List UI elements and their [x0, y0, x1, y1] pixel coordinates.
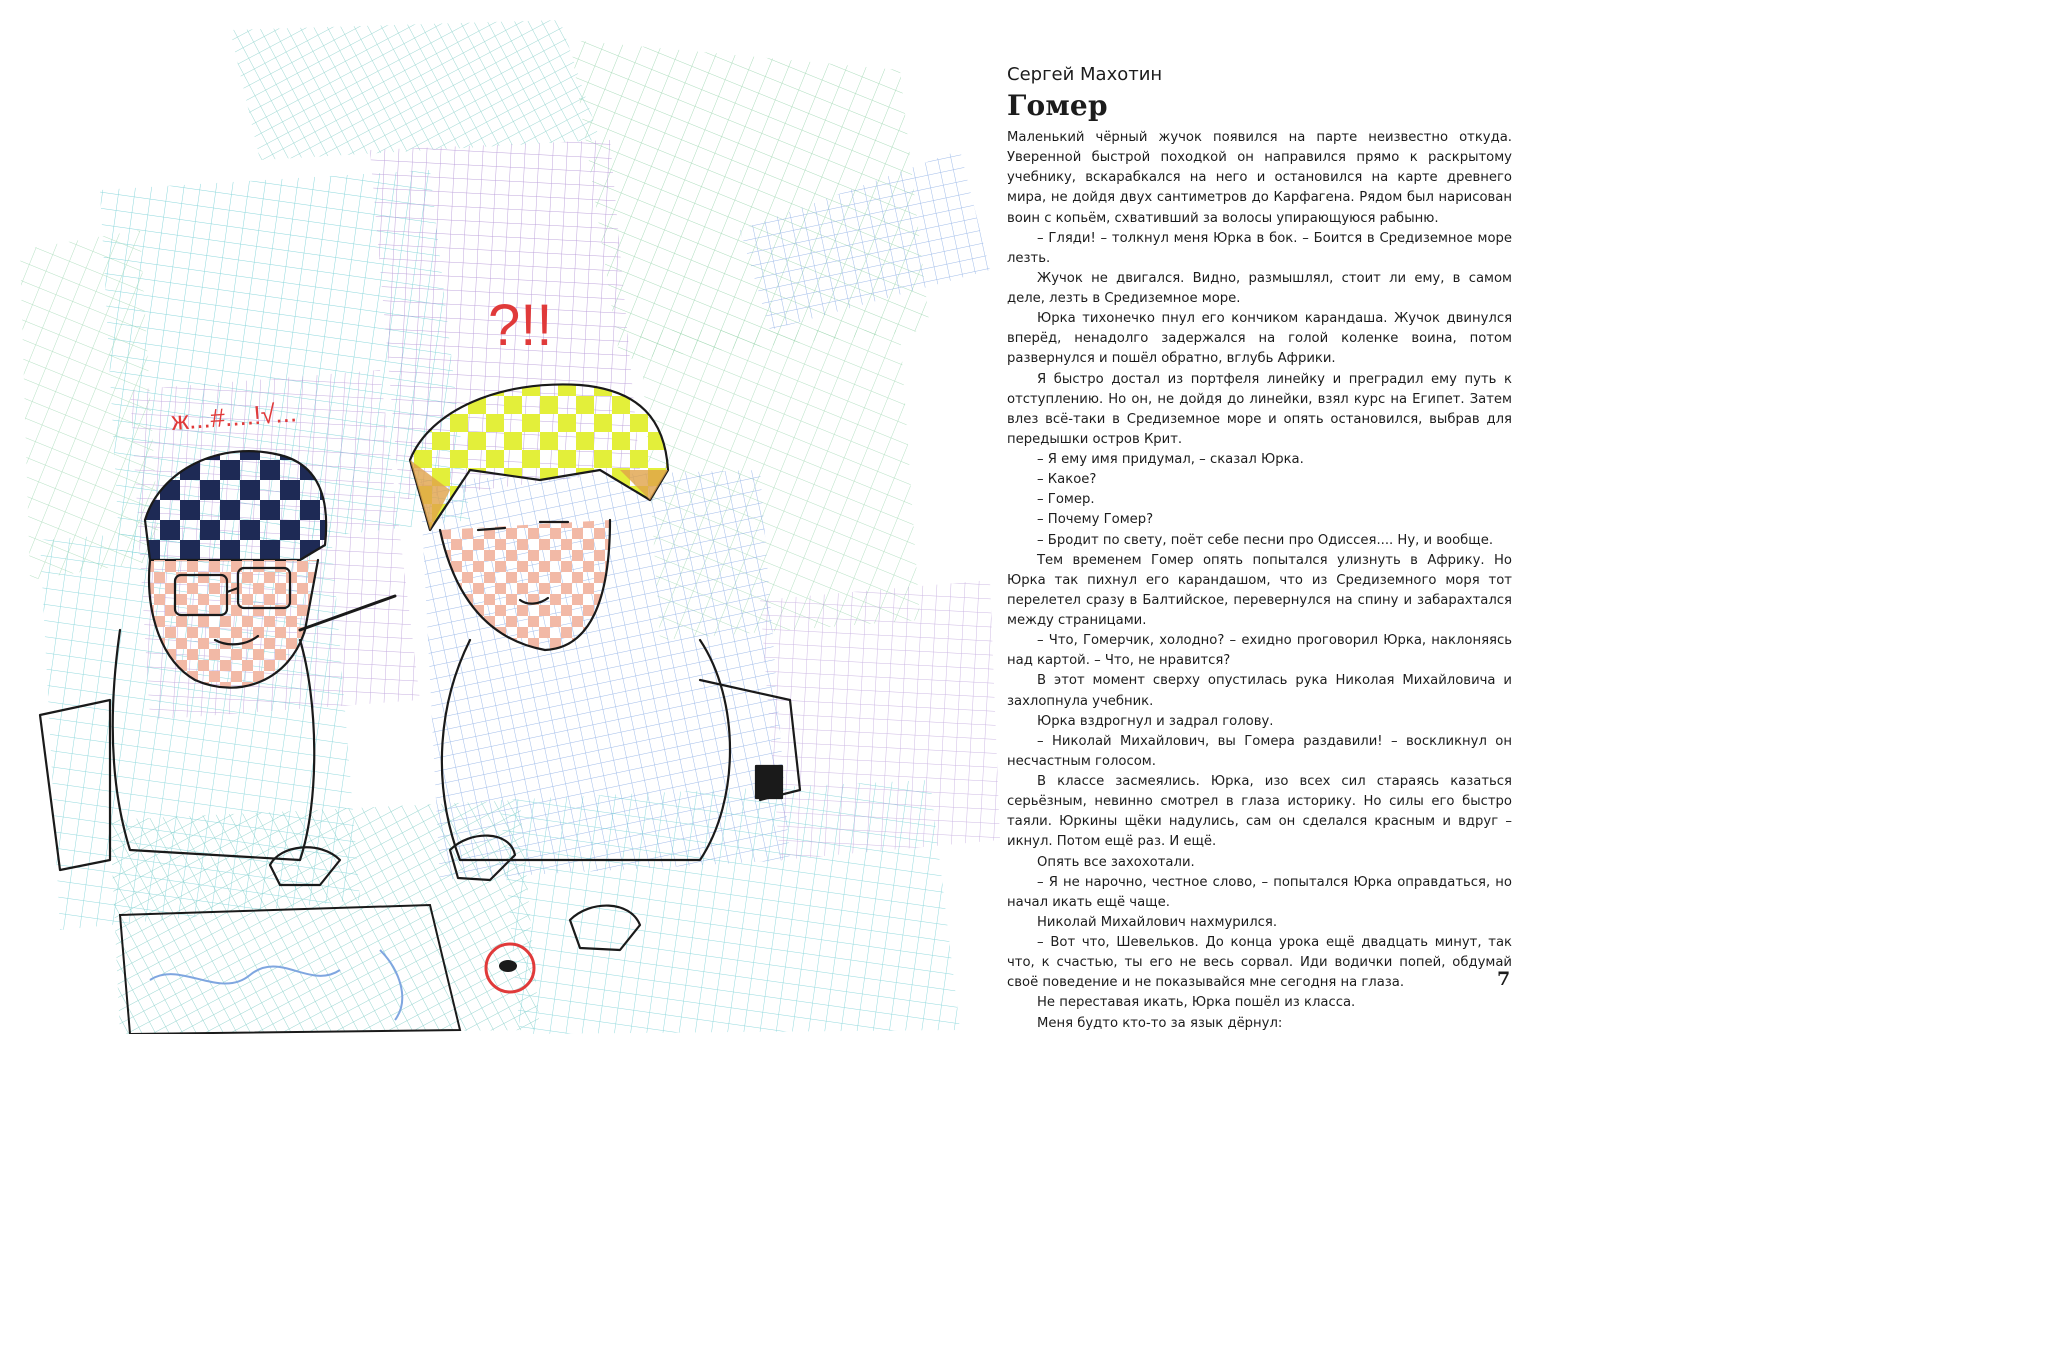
author-name: Сергей Махотин: [1007, 64, 1163, 85]
article-column: [1007, 62, 1512, 1034]
story-paragraph: – Вот что, Шевельков. До конца урока ещё двадцать минут, так что, к счастью, ты его не весь сорвал. Иди водички попей, обдумай своё поведение и не показывайся мне сегодня на глаза.: [1007, 935, 1512, 991]
illustration: [0, 0, 1000, 1034]
story-body: [1007, 128, 1512, 1034]
curse-scribble-text: ж...#....!√...: [170, 397, 298, 436]
exclamation-mark-text: ?!!: [488, 293, 553, 358]
story-paragraph: Маленький чёрный жучок появился на парте неизвестно откуда. Уверенной быстрой походкой он направился прямо к раскрытому учебнику, вскарабкался на него и остановился на карте древнего мира, не дойдя двух сантиметров до Карфагена. Рядом был нарисован воин с копьём, схвативший за волосы упирающуюся рабыню.: [1007, 130, 1512, 226]
story-paragraph: Юрка тихонечко пнул его кончиком карандаша. Жучок двинулся вперёд, ненадолго задержался на голой коленке воина, потом развернулся и пошёл обратно, вглубь Африки.: [1007, 311, 1512, 367]
story-paragraph: В этот момент сверху опустилась рука Николая Михайловича и захлопнула учебник.: [1007, 673, 1512, 709]
story-paragraph: Не переставая икать, Юрка пошёл из класса.: [1037, 995, 1356, 1011]
page-number: 7: [1497, 968, 1511, 990]
story-paragraph: – Что, Гомерчик, холодно? – ехидно проговорил Юрка, наклоняясь над картой. – Что, не нравится?: [1007, 633, 1512, 669]
story-paragraph: Опять все захохотали.: [1037, 854, 1195, 870]
story-paragraph: Николай Михайлович нахмурился.: [1037, 914, 1278, 930]
story-paragraph: – Гляди! – толкнул меня Юрка в бок. – Боится в Средиземное море лезть.: [1007, 230, 1512, 266]
story-paragraph: Жучок не двигался. Видно, размышлял, стоит ли ему, в самом деле, лезть в Средиземное море.: [1007, 270, 1512, 306]
story-paragraph: Я быстро достал из портфеля линейку и преградил ему путь к отступлению. Но он, не дойдя до линейки, взял курс на Египет. Затем влез всё-таки в Средиземное море и опять остановился, выбрав для передышки остров Крит.: [1007, 371, 1512, 447]
story-paragraph: Меня будто кто-то за язык дёрнул:: [1037, 1015, 1283, 1031]
story-paragraph: Юрка вздрогнул и задрал голову.: [1037, 713, 1274, 729]
story-paragraph: – Николай Михайлович, вы Гомера раздавили! – воскликнул он несчастным голосом.: [1007, 733, 1512, 769]
story-title: Гомер: [1007, 89, 1108, 122]
story-paragraph: – Я не нарочно, честное слово, – попытался Юрка оправдаться, но начал икать ещё чаще.: [1007, 874, 1512, 910]
story-paragraph: – Почему Гомер?: [1037, 512, 1154, 528]
story-paragraph: – Бродит по свету, поёт себе песни про Одиссея.... Ну, и вообще.: [1037, 532, 1494, 548]
story-paragraph: – Я ему имя придумал, – сказал Юрка.: [1037, 452, 1304, 467]
story-paragraph: – Гомер.: [1037, 492, 1095, 508]
story-paragraph: – Какое?: [1037, 472, 1097, 488]
story-paragraph: Тем временем Гомер опять попытался улизнуть в Африку. Но Юрка так пихнул его карандашом, что из Средиземного моря тот перелетел сразу в Балтийское, перевернулся на спину и забарахтался между страницами.: [1007, 552, 1512, 628]
story-paragraph: В классе засмеялись. Юрка, изо всех сил стараясь казаться серьёзным, невинно смотрел в глаза историку. Но силы его быстро таяли. Юркины щёки надулись, сам он сделался красным и вдруг – икнул. Потом ещё раз. И ещё.: [1007, 774, 1512, 850]
